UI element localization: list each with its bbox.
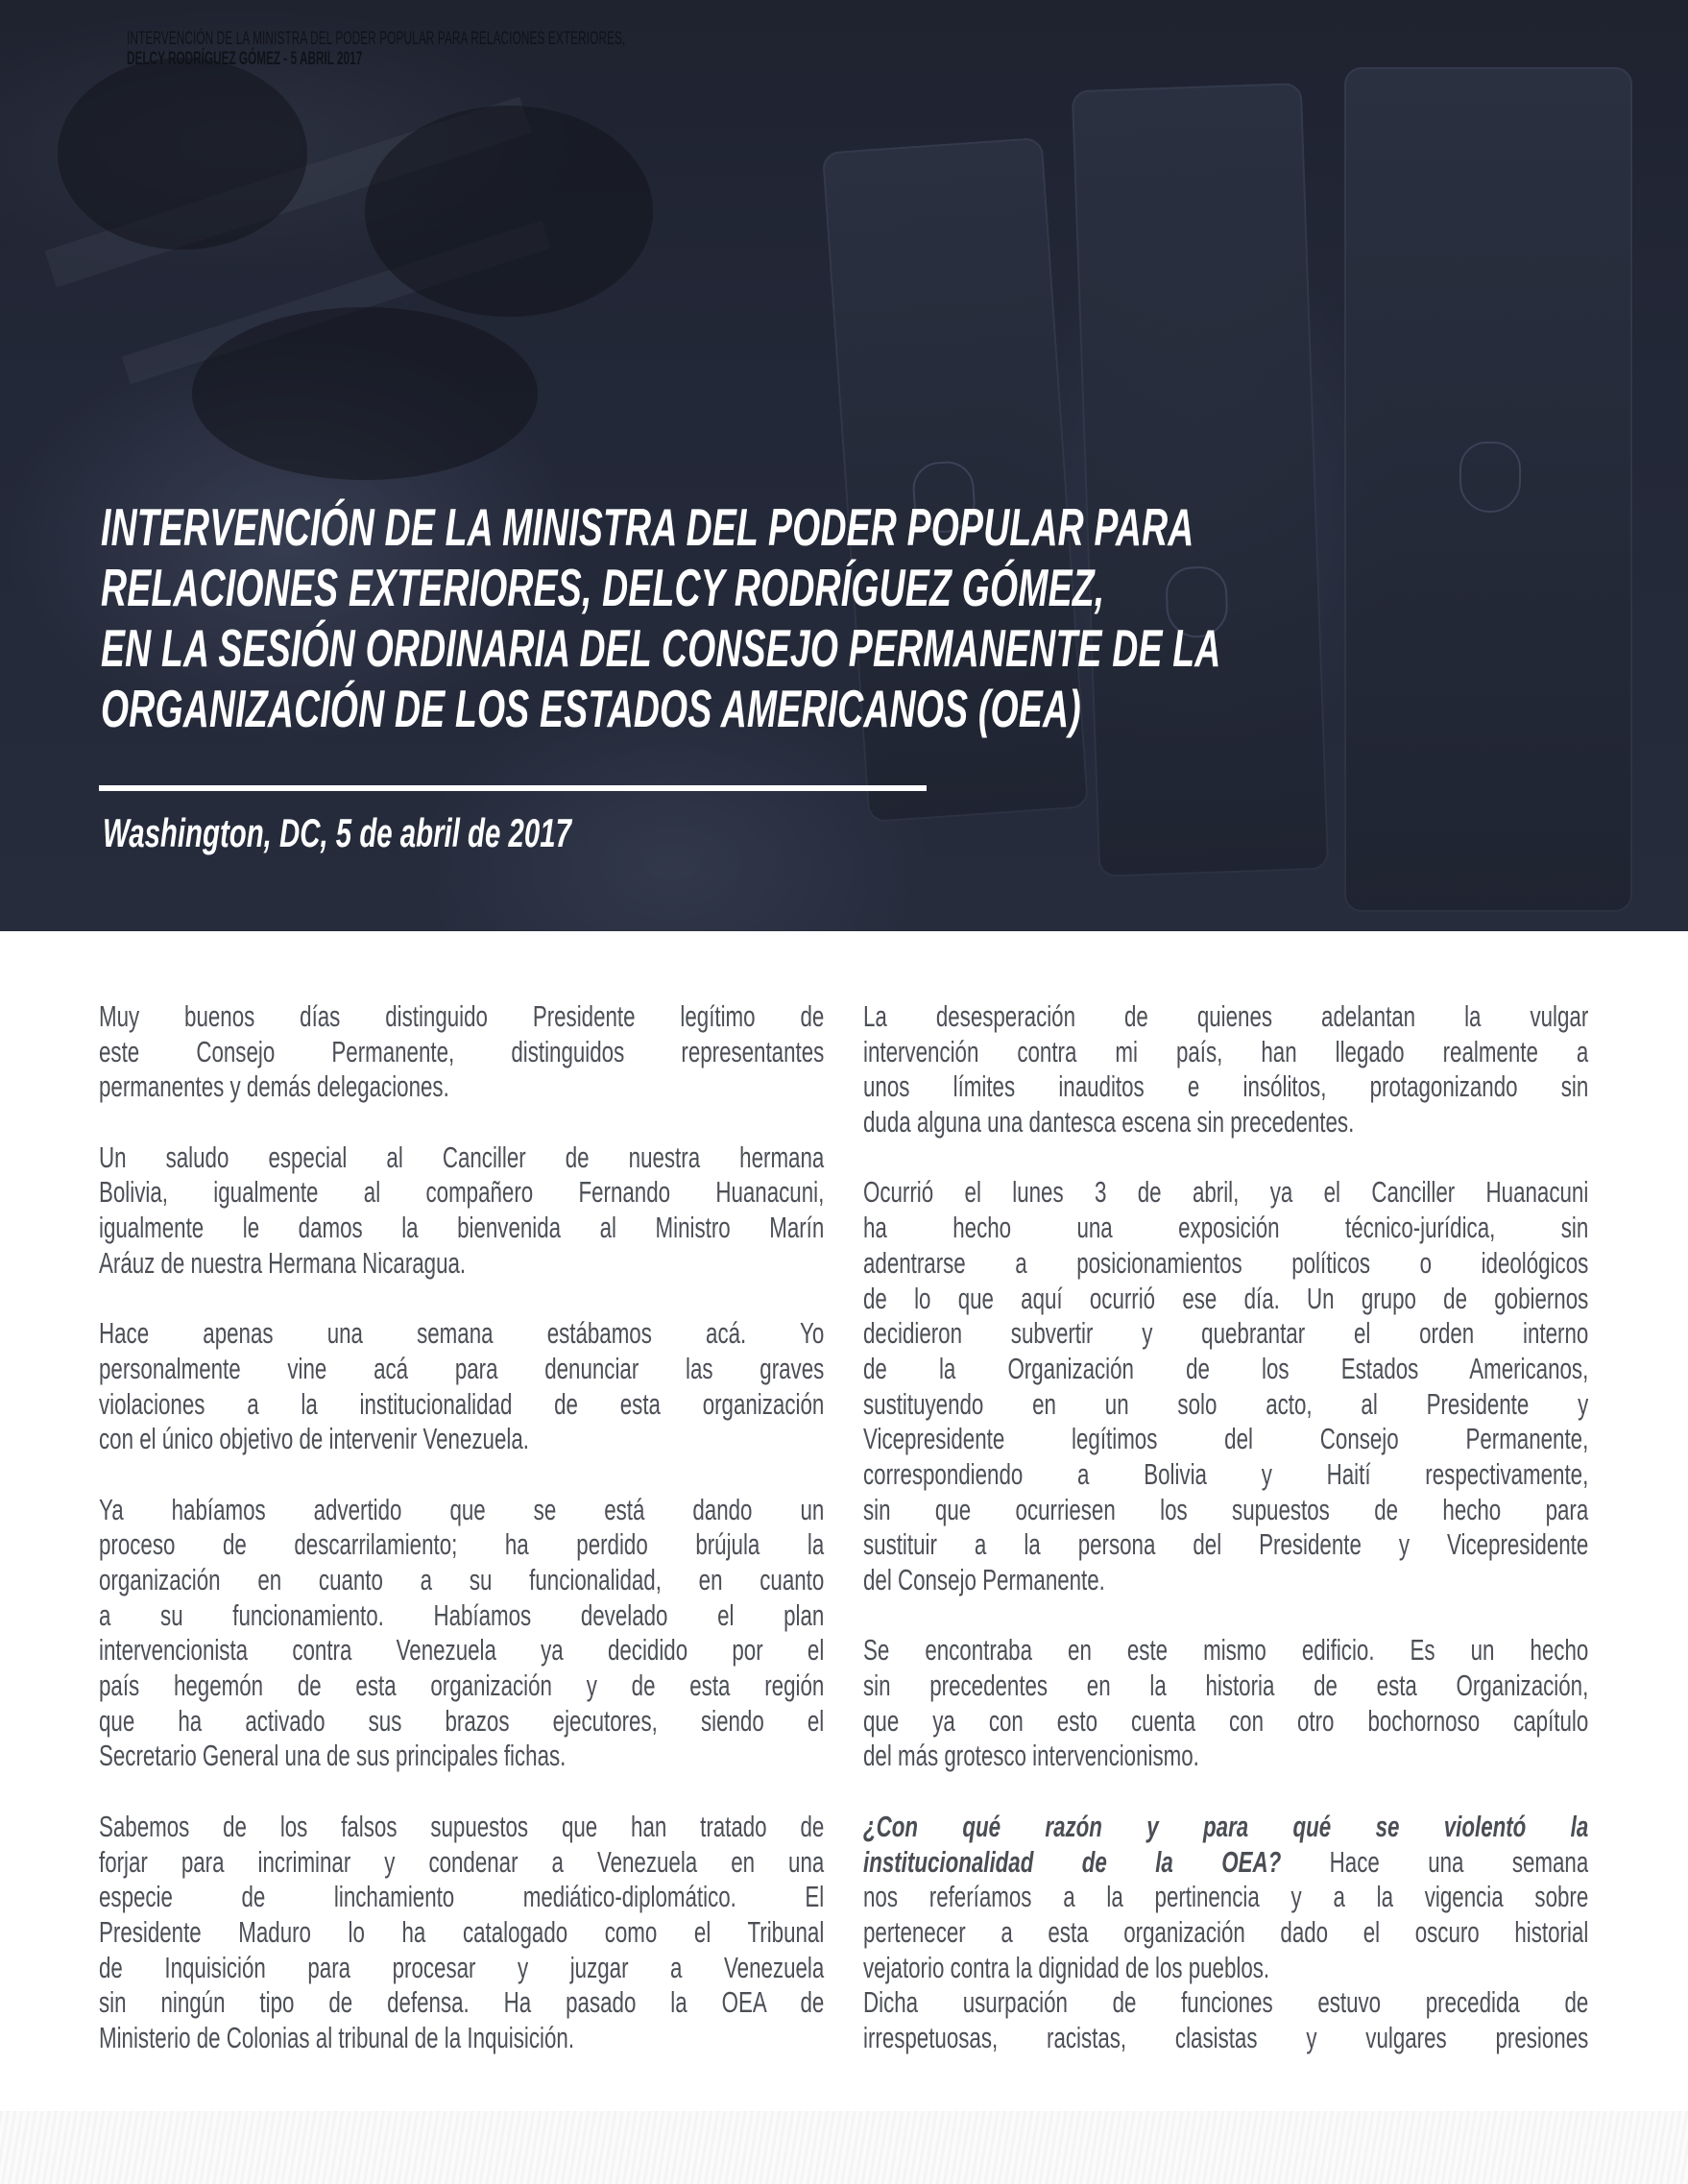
- text-line: Ya habíamos advertido que se está dando un: [99, 1492, 825, 1526]
- text-line: permanentes y demás delegaciones.: [99, 1069, 449, 1104]
- text-line: a su funcionamiento. Habíamos develado el plan: [99, 1597, 825, 1632]
- text-line: duda alguna una dantesca escena sin precedentes.: [863, 1105, 1355, 1140]
- text-line: con el único objetivo de intervenir Venezuela.: [99, 1422, 529, 1456]
- photo-texture: [58, 58, 307, 250]
- text-line: unos límites inauditos e insólitos, protagonizando sin: [863, 1069, 1589, 1104]
- text-line: proceso de descarrilamiento; ha perdido brújula la: [99, 1527, 825, 1562]
- text-line: Bolivia, igualmente al compañero Fernando Huanacuni,: [99, 1175, 825, 1210]
- title-line: RELACIONES EXTERIORES, DELCY RODRÍGUEZ GÓMEZ,: [101, 558, 1105, 617]
- title-line: ORGANIZACIÓN DE LOS ESTADOS AMERICANOS (OEA): [101, 679, 1081, 738]
- text-line: Secretario General una de sus principales fichas.: [99, 1739, 567, 1773]
- text-line: de Inquisición para procesar y juzgar a Venezuela: [99, 1950, 825, 1984]
- text-line: sin que ocurriesen los supuestos de hecho para: [863, 1492, 1589, 1526]
- text-line: de la Organización de los Estados Americanos,: [863, 1351, 1589, 1385]
- title-line: EN LA SESIÓN ORDINARIA DEL CONSEJO PERMANENTE DE LA: [101, 618, 1221, 678]
- body-column-right: [863, 999, 1588, 2056]
- header-kicker: [127, 29, 625, 69]
- text-line: Presidente Maduro lo ha catalogado como el Tribunal: [99, 1914, 825, 1949]
- photo-shield: [1072, 83, 1329, 877]
- text-line: pertenecer a esta organización dado el oscuro historial: [863, 1914, 1589, 1949]
- text-line: decidieron subvertir y quebrantar el orden interno: [863, 1316, 1589, 1351]
- text-line: violaciones a la institucionalidad de esta organización: [99, 1386, 825, 1421]
- paragraph: [863, 1985, 1588, 2055]
- text-line: que ya con esto cuenta con otro bochornoso capítulo: [863, 1703, 1589, 1738]
- text-line: [863, 1845, 1588, 1881]
- photo-shield: [1344, 67, 1632, 912]
- text-line: nos referíamos a la pertinencia y a la vigencia sobre: [863, 1880, 1589, 1914]
- photo-shield-emblem: [1459, 442, 1521, 513]
- paragraph: [863, 1810, 1588, 1985]
- text-line: Sabemos de los falsos supuestos que han tratado de: [99, 1809, 825, 1843]
- text-line: país hegemón de esta organización y de esta región: [99, 1668, 825, 1703]
- question-emphasis: ¿Con qué razón y para qué se violentó la: [863, 1809, 1589, 1843]
- text-line: vejatorio contra la dignidad de los pueblos.: [863, 1950, 1270, 1984]
- paragraph: [99, 1493, 824, 1775]
- text-line: personalmente vine acá para denunciar las graves: [99, 1351, 825, 1385]
- header-photo-banner: [0, 0, 1688, 931]
- paragraph: [99, 1140, 824, 1282]
- text-line: Muy buenos días distinguido Presidente legítimo de: [99, 999, 825, 1033]
- photo-texture: [192, 307, 538, 480]
- paragraph: [863, 999, 1588, 1140]
- title-line: INTERVENCIÓN DE LA MINISTRA DEL PODER POPULAR PARA: [101, 497, 1194, 557]
- text-line: organización en cuanto a su funcionalidad, en cuanto: [99, 1563, 825, 1596]
- kicker-line-1: INTERVENCIÓN DE LA MINISTRA DEL PODER POPULAR PARA RELACIONES EXTERIORES,: [127, 29, 626, 49]
- text-line: sustituyendo en un solo acto, al Presidente y: [863, 1386, 1589, 1421]
- text-line: que ha activado sus brazos ejecutores, siendo el: [99, 1703, 825, 1738]
- paragraph: [99, 1316, 824, 1457]
- text-line: Un saludo especial al Canciller de nuestra hermana: [99, 1140, 825, 1174]
- text-line: forjar para incriminar y condenar a Venezuela en una: [99, 1844, 825, 1879]
- question-emphasis: institucionalidad de la OEA?: [863, 1844, 1282, 1879]
- paragraph: [863, 1633, 1588, 1774]
- page-title: [101, 497, 1220, 739]
- text-line: [863, 1810, 1588, 1845]
- paragraph: [99, 1810, 824, 2056]
- text-line: La desesperación de quienes adelantan la vulgar: [863, 999, 1589, 1033]
- text-line: Ministerio de Colonias al tribunal de la Inquisición.: [99, 2020, 575, 2054]
- text-line: adentrarse a posicionamientos políticos o ideológicos: [863, 1245, 1589, 1280]
- text-fragment: Hace una semana: [1329, 1844, 1589, 1879]
- text-line: Aráuz de nuestra Hermana Nicaragua.: [99, 1245, 467, 1280]
- text-line: Ocurrió el lunes 3 de abril, ya el Canciller Huanacuni: [863, 1175, 1589, 1210]
- text-line: correspondiendo a Bolivia y Haití respectivamente,: [863, 1456, 1589, 1491]
- text-line: sin ningún tipo de defensa. Ha pasado la OEA de: [99, 1985, 825, 2020]
- text-line: sustituir a la persona del Presidente y Vicepresidente: [863, 1527, 1589, 1562]
- text-line: sin precedentes en la historia de esta Organización,: [863, 1668, 1589, 1703]
- paragraph: [863, 1175, 1588, 1597]
- text-line: del Consejo Permanente.: [863, 1563, 1105, 1596]
- text-line: de lo que aquí ocurrió ese día. Un grupo de gobiernos: [863, 1281, 1589, 1315]
- text-line: irrespetuosas, racistas, clasistas y vulgares presiones: [863, 2020, 1589, 2054]
- body-column-left: [99, 999, 824, 2056]
- title-divider: [99, 785, 927, 791]
- photo-texture: [365, 106, 653, 317]
- kicker-line-2: DELCY RODRÍGUEZ GÓMEZ - 5 ABRIL 2017: [127, 49, 363, 69]
- text-line: intervencionista contra Venezuela ya decidido por el: [99, 1633, 825, 1668]
- text-line: Se encontraba en este mismo edificio. Es un hecho: [863, 1633, 1589, 1668]
- text-line: especie de linchamiento mediático-diplomático. El: [99, 1880, 825, 1914]
- text-line: intervención contra mi país, han llegado realmente a: [863, 1034, 1589, 1068]
- footer-texture: [0, 2111, 1688, 2184]
- text-line: Vicepresidente legítimos del Consejo Permanente,: [863, 1422, 1589, 1456]
- text-line: ha hecho una exposición técnico-jurídica, sin: [863, 1211, 1589, 1245]
- paragraph: [99, 999, 824, 1105]
- dateline: Washington, DC, 5 de abril de 2017: [103, 810, 571, 855]
- text-line: del más grotesco intervencionismo.: [863, 1739, 1199, 1773]
- text-line: igualmente le damos la bienvenida al Ministro Marín: [99, 1211, 825, 1245]
- text-line: este Consejo Permanente, distinguidos representantes: [99, 1034, 825, 1068]
- text-line: Dicha usurpación de funciones estuvo precedida de: [863, 1985, 1589, 2020]
- text-line: Hace apenas una semana estábamos acá. Yo: [99, 1316, 825, 1351]
